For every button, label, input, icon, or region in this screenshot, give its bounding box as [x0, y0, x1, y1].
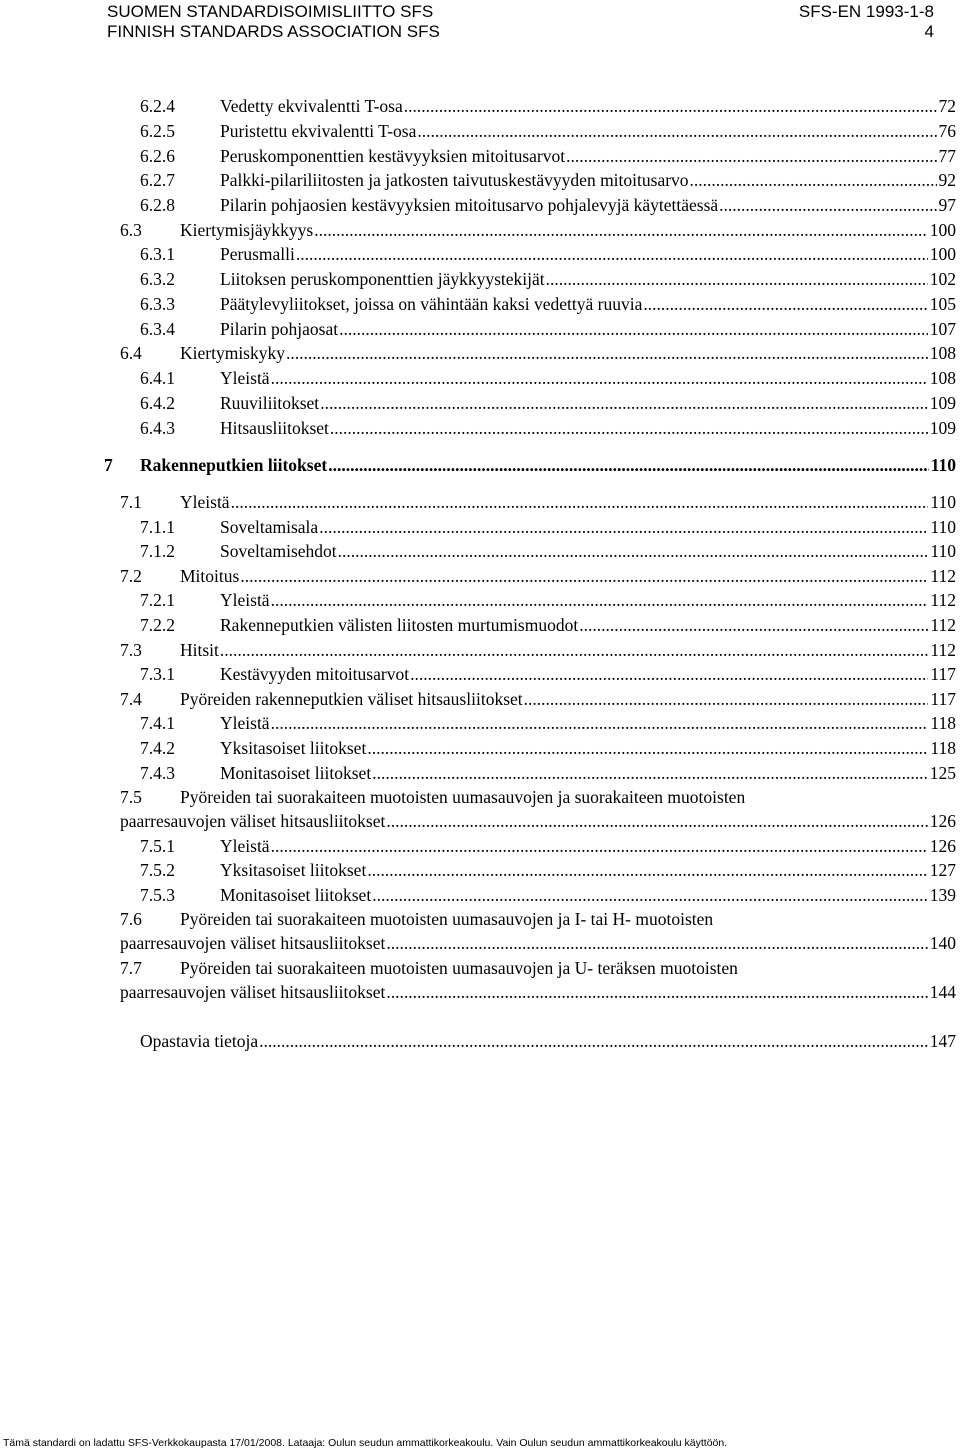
toc-entry-page: 97 — [938, 195, 956, 215]
toc-entry[interactable] — [0, 267, 960, 291]
toc-entry-page: 110 — [930, 517, 956, 537]
header-org-en: FINNISH STANDARDS ASSOCIATION SFS — [107, 22, 440, 41]
toc-dot-leader — [371, 761, 928, 785]
toc-entry-title: Liitoksen peruskomponenttien jäykkyystekijät — [220, 269, 545, 289]
toc-entry-number: 6.4.1 — [140, 368, 175, 388]
toc-entry[interactable] — [0, 366, 960, 390]
toc-entry-number: 6.2.6 — [140, 146, 175, 166]
toc-entry[interactable] — [0, 341, 960, 365]
toc-entry-number: 6.3.2 — [140, 269, 175, 289]
toc-entry-page: 100 — [929, 220, 956, 240]
toc-entry-number: 7.3 — [120, 640, 142, 660]
toc-entry-page: 110 — [930, 541, 956, 561]
toc-dot-leader — [313, 218, 928, 242]
toc-entry-heading — [0, 785, 960, 809]
toc-dot-leader — [385, 809, 927, 833]
toc-dot-leader — [385, 931, 927, 955]
toc-entry-title: Monitasoiset liitokset — [220, 763, 372, 783]
toc-entry[interactable] — [0, 858, 960, 882]
toc-entry[interactable] — [0, 119, 960, 143]
toc-entry-number: 7.1 — [120, 492, 142, 512]
toc-entry-title: Soveltamisehdot — [220, 541, 337, 561]
toc-entry-title: Yleistä — [180, 492, 230, 512]
toc-entry-number: 7.5.1 — [140, 836, 175, 856]
toc-entry-page: 118 — [930, 713, 956, 733]
toc-entry[interactable] — [0, 711, 960, 735]
header-org-fi: SUOMEN STANDARDISOIMISLIITTO SFS — [107, 2, 434, 21]
toc-dot-leader — [270, 366, 928, 390]
toc-entry[interactable] — [0, 638, 960, 662]
toc-entry[interactable] — [0, 94, 960, 118]
toc-entry-number: 6.2.7 — [140, 170, 175, 190]
toc-dot-leader — [718, 193, 936, 217]
toc-entry-title: Yleistä — [220, 590, 270, 610]
toc-entry-title-line1: Pyöreiden tai suorakaiteen muotoisten uumasauvojen ja U- teräksen muotoisten — [180, 958, 738, 978]
toc-entry-page: 108 — [929, 343, 956, 363]
toc-entry[interactable] — [0, 144, 960, 168]
toc-dot-leader — [385, 980, 927, 1004]
toc-dot-leader — [319, 391, 928, 415]
toc-entry-page: 107 — [929, 319, 956, 339]
toc-entry-title: Ruuviliitokset — [220, 393, 320, 413]
toc-entry-number: 7.2 — [120, 566, 142, 586]
header-page-number: 4 — [924, 22, 934, 41]
toc-entry[interactable] — [0, 931, 960, 955]
toc-dot-leader — [285, 341, 928, 365]
toc-entry-page: 112 — [930, 566, 956, 586]
toc-entry-page: 125 — [929, 763, 956, 783]
toc-entry-page: 117 — [930, 664, 956, 684]
toc-entry-number: 7.1.1 — [140, 517, 175, 537]
toc-entry[interactable] — [0, 834, 960, 858]
toc-entry-title: Yleistä — [220, 836, 270, 856]
toc-entry-page: 105 — [929, 294, 956, 314]
toc-entry-title: Pilarin pohjaosien kestävyyksien mitoitusarvo pohjalevyjä käytettäessä — [220, 195, 719, 215]
toc-entry-title: Vedetty ekvivalentti T-osa — [220, 96, 403, 116]
toc-entry-number: 6.3.3 — [140, 294, 175, 314]
toc-entry[interactable] — [0, 292, 960, 316]
toc-entry-title: paarresauvojen väliset hitsausliitokset — [120, 811, 386, 831]
toc-dot-leader — [337, 539, 929, 563]
toc-entry-heading — [0, 956, 960, 980]
toc-entry-number: 6.2.5 — [140, 121, 175, 141]
toc-entry[interactable] — [0, 453, 960, 477]
toc-entry-page: 117 — [930, 689, 956, 709]
toc-entry-title: paarresauvojen väliset hitsausliitokset — [120, 982, 386, 1002]
toc-dot-leader — [258, 1029, 928, 1053]
toc-entry[interactable] — [0, 613, 960, 637]
toc-dot-leader — [366, 858, 927, 882]
toc-entry-page: 72 — [938, 96, 956, 116]
toc-entry-title: Palkki-pilariliitosten ja jatkosten taivutuskestävyyden mitoitusarvo — [220, 170, 689, 190]
toc-entry-number: 7 — [104, 455, 113, 475]
toc-entry-title: Rakenneputkien välisten liitosten murtumismuodot — [220, 615, 579, 635]
toc-entry[interactable] — [0, 168, 960, 192]
toc-entry[interactable] — [0, 416, 960, 440]
toc-entry-title: Yleistä — [220, 713, 270, 733]
toc-entry-page: 109 — [929, 393, 956, 413]
toc-entry-number: 7.5.2 — [140, 860, 175, 880]
toc-entry-page: 110 — [930, 492, 956, 512]
toc-entry-page: 147 — [929, 1031, 956, 1051]
toc-entry-number: 7.7 — [120, 958, 142, 978]
toc-entry[interactable] — [0, 490, 960, 514]
toc-dot-leader — [318, 515, 928, 539]
toc-entry-page: 112 — [930, 590, 956, 610]
toc-dot-leader — [329, 416, 928, 440]
toc-entry-page: 110 — [930, 455, 956, 475]
toc-entry-title: Peruskomponenttien kestävyyksien mitoitusarvot — [220, 146, 566, 166]
toc-dot-leader — [523, 687, 929, 711]
toc-entry[interactable] — [0, 761, 960, 785]
toc-dot-leader — [689, 168, 937, 192]
toc-entry[interactable] — [0, 588, 960, 612]
toc-entry-page: 92 — [938, 170, 956, 190]
toc-entry[interactable] — [0, 809, 960, 833]
toc-entry-title: Hitsit — [180, 640, 219, 660]
toc-entry-page: 109 — [929, 418, 956, 438]
toc-dot-leader — [338, 317, 928, 341]
toc-entry-page: 118 — [930, 738, 956, 758]
toc-dot-leader — [327, 453, 929, 477]
header-standard-code: SFS-EN 1993-1-8 — [798, 2, 934, 21]
toc-entry-number: 7.4 — [120, 689, 142, 709]
toc-entry-page: 112 — [930, 615, 956, 635]
toc-entry-heading — [0, 907, 960, 931]
toc-entry[interactable] — [0, 539, 960, 563]
toc-entry-title: Monitasoiset liitokset — [220, 885, 372, 905]
toc-entry-number: 7.2.1 — [140, 590, 175, 610]
toc-entry-number: 6.4.3 — [140, 418, 175, 438]
toc-dot-leader — [295, 242, 928, 266]
toc-entry-title-line1: Pyöreiden tai suorakaiteen muotoisten uumasauvojen ja I- tai H- muotoisten — [180, 909, 714, 929]
toc-entry[interactable] — [0, 662, 960, 686]
toc-entry[interactable] — [0, 317, 960, 341]
toc-entry-page: 139 — [929, 885, 956, 905]
toc-entry-title: Päätylevyliitokset, joissa on vähintään kaksi vedettyä ruuvia — [220, 294, 643, 314]
toc-dot-leader — [403, 94, 937, 118]
toc-entry[interactable] — [0, 883, 960, 907]
toc-entry-title: Opastavia tietoja — [140, 1031, 259, 1051]
toc-entry-title: Yksitasoiset liitokset — [220, 860, 367, 880]
toc-entry-number: 6.3.1 — [140, 244, 175, 264]
toc-entry-number: 7.4.2 — [140, 738, 175, 758]
toc-entry[interactable] — [0, 980, 960, 1004]
toc-dot-leader — [371, 883, 928, 907]
toc-entry-title: Kestävyyden mitoitusarvot — [220, 664, 410, 684]
toc-entry-number: 6.4.2 — [140, 393, 175, 413]
toc-entry-title: Kiertymisjäykkyys — [180, 220, 314, 240]
toc-entry-number: 7.1.2 — [140, 541, 175, 561]
toc-entry[interactable] — [0, 391, 960, 415]
download-notice: Tämä standardi on ladattu SFS-Verkkokaupasta 17/01/2008. Lataaja: Oulun seudun ammattikorkeakoulu. Vain Oulun seudun ammattikorkeakoulu käyttöön. — [3, 1437, 728, 1449]
toc-entry[interactable] — [0, 736, 960, 760]
toc-dot-leader — [270, 834, 928, 858]
toc-entry-page: 144 — [929, 982, 956, 1002]
toc-entry-page: 126 — [929, 811, 956, 831]
toc-entry-title: Rakenneputkien liitokset — [140, 455, 328, 475]
toc-entry-title: Kiertymiskyky — [180, 343, 285, 363]
toc-dot-leader — [642, 292, 927, 316]
toc-entry[interactable] — [0, 515, 960, 539]
toc-entry-number: 6.4 — [120, 343, 142, 363]
toc-entry-title: Pyöreiden rakenneputkien väliset hitsausliitokset — [180, 689, 523, 709]
toc-entry-number: 6.2.8 — [140, 195, 175, 215]
toc-entry-page: 127 — [929, 860, 956, 880]
toc-entry-number: 6.3.4 — [140, 319, 175, 339]
toc-entry-page: 108 — [929, 368, 956, 388]
toc-entry-title: Yleistä — [220, 368, 270, 388]
toc-entry-number: 6.2.4 — [140, 96, 175, 116]
toc-entry-title: Yksitasoiset liitokset — [220, 738, 367, 758]
toc-entry-page: 76 — [938, 121, 956, 141]
toc-entry-title: Soveltamisala — [220, 517, 319, 537]
toc-entry[interactable] — [0, 242, 960, 266]
toc-dot-leader — [565, 144, 936, 168]
toc-entry-page: 112 — [930, 640, 956, 660]
toc-entry-number: 7.6 — [120, 909, 142, 929]
toc-dot-leader — [409, 662, 928, 686]
toc-dot-leader — [219, 638, 928, 662]
toc-entry-title-line1: Pyöreiden tai suorakaiteen muotoisten uumasauvojen ja suorakaiteen muotoisten — [180, 787, 746, 807]
toc-entry-page: 140 — [929, 933, 956, 953]
toc-entry-title: Perusmalli — [220, 244, 295, 264]
toc-entry-number: 7.3.1 — [140, 664, 175, 684]
toc-entry-title: paarresauvojen väliset hitsausliitokset — [120, 933, 386, 953]
toc-dot-leader — [230, 490, 929, 514]
toc-dot-leader — [239, 564, 928, 588]
toc-entry-number: 6.3 — [120, 220, 142, 240]
toc-entry-title: Mitoitus — [180, 566, 240, 586]
toc-entry-number: 7.2.2 — [140, 615, 175, 635]
toc-dot-leader — [270, 711, 929, 735]
toc-entry-number: 7.5.3 — [140, 885, 175, 905]
toc-entry-title: Pilarin pohjaosat — [220, 319, 339, 339]
toc-entry[interactable] — [0, 687, 960, 711]
toc-entry[interactable] — [0, 218, 960, 242]
toc-dot-leader — [545, 267, 928, 291]
toc-dot-leader — [416, 119, 936, 143]
toc-entry-page: 100 — [929, 244, 956, 264]
toc-entry-number: 7.5 — [120, 787, 142, 807]
toc-dot-leader — [366, 736, 928, 760]
toc-entry-title: Hitsausliitokset — [220, 418, 329, 438]
toc-entry-title: Puristettu ekvivalentti T-osa — [220, 121, 417, 141]
toc-dot-leader — [578, 613, 928, 637]
toc-entry[interactable] — [0, 564, 960, 588]
toc-entry[interactable] — [0, 1029, 960, 1053]
toc-entry-number: 7.4.3 — [140, 763, 175, 783]
toc-entry[interactable] — [0, 193, 960, 217]
toc-entry-page: 126 — [929, 836, 956, 856]
toc-entry-page: 102 — [929, 269, 956, 289]
toc-entry-number: 7.4.1 — [140, 713, 175, 733]
toc-entry-page: 77 — [938, 146, 956, 166]
toc-dot-leader — [270, 588, 929, 612]
